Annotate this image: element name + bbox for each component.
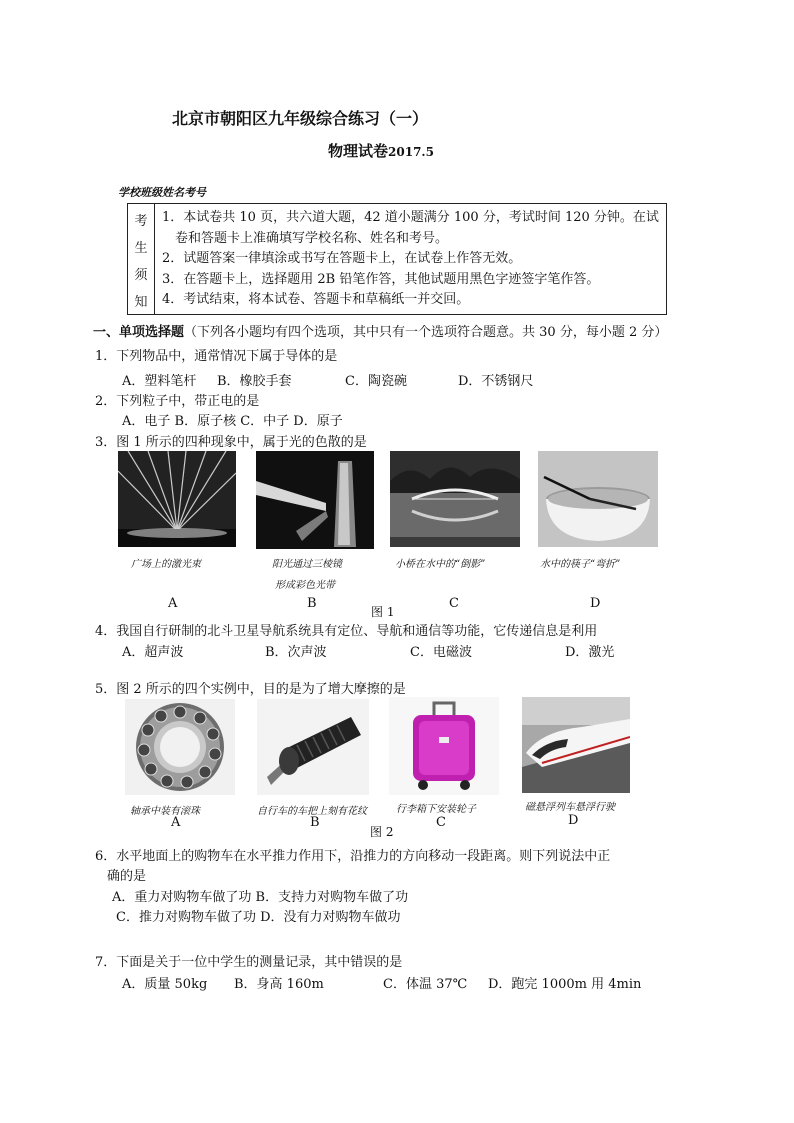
notice-side-char: 生 <box>134 241 148 256</box>
figure-1-label: 图 1 <box>371 605 395 619</box>
notice-side-char: 考 <box>134 214 148 229</box>
notice-item: 2．试题答案一律填涂或书写在答题卡上，在试卷上作答无效。 <box>162 251 522 266</box>
q6-options-ab: A．重力对购物车做了功 B．支持力对购物车做了功 <box>112 890 409 905</box>
figure-bridge-reflection <box>390 451 520 547</box>
notice-body <box>162 208 662 311</box>
figure-handlebar <box>257 699 369 795</box>
fig2-caption-d: 磁悬浮列车悬浮行驶 <box>525 802 615 813</box>
notice-side-char: 知 <box>134 295 148 310</box>
chopsticks-bowl-image <box>538 451 658 547</box>
q4-option-a: A．超声波 <box>122 645 184 660</box>
question-2-stem: 2．下列粒子中，带正电的是 <box>95 394 260 409</box>
q1-option-a: A．塑料笔杆 <box>122 374 197 389</box>
fig1-caption-b-line1: 阳光通过三棱镜 <box>272 559 342 570</box>
subject-label: 物理试卷 <box>328 142 389 160</box>
fig1-caption-c: 小桥在水中的“倒影” <box>395 559 486 570</box>
fig1-letter-d: D <box>590 596 601 611</box>
bridge-reflection-image <box>390 451 520 547</box>
section-title: 一、单项选择题 <box>93 325 185 340</box>
figure-chopsticks-bowl <box>538 451 658 547</box>
laser-beams-image <box>118 451 236 547</box>
notice-item: 4．考试结束，将本试卷、答题卡和草稿纸一并交回。 <box>162 292 470 307</box>
q6-options-cd: C．推力对购物车做了功 D．没有力对购物车做功 <box>116 910 401 925</box>
fig2-caption-c: 行李箱下安装轮子 <box>396 804 476 815</box>
q7-option-d: D．跑完 1000m 用 4min <box>488 977 642 992</box>
q1-option-d: D．不锈钢尺 <box>458 374 534 389</box>
notice-side-char: 须 <box>134 268 148 283</box>
q1-option-b: B．橡胶手套 <box>217 374 292 389</box>
question-4-stem: 4．我国自行研制的北斗卫星导航系统具有定位、导航和通信等功能，它传递信息是利用 <box>95 624 598 639</box>
q1-option-c: C．陶瓷碗 <box>345 374 407 389</box>
question-6-stem-line1: 6．水平地面上的购物车在水平推力作用下，沿推力的方向移动一段距离。则下列说法中正 <box>95 849 611 864</box>
question-5-stem: 5．图 2 所示的四个实例中，目的是为了增大摩擦的是 <box>95 682 406 697</box>
figure-maglev-train <box>522 697 630 793</box>
fig1-caption-b-line2: 形成彩色光带 <box>275 580 335 591</box>
school-info-line: 学校班级姓名考号 <box>118 186 206 199</box>
exam-subtitle <box>328 140 434 161</box>
section-heading <box>93 321 667 340</box>
notice-box <box>127 203 667 315</box>
q7-option-c: C．体温 37℃ <box>383 977 468 992</box>
section-note: （下列各小题均有四个选项，其中只有一个选项符合题意。共 30 分，每小题 2 分） <box>184 325 668 340</box>
fig1-letter-a: A <box>168 596 178 611</box>
figure-prism <box>256 451 374 549</box>
fig2-letter-a: A <box>171 815 181 830</box>
notice-item: 3．在答题卡上，选择题用 2B 铅笔作答，其他试题用黑色字迹签字笔作答。 <box>162 271 600 287</box>
notice-item: 1．本试卷共 10 页，共六道大题，42 道小题满分 100 分，考试时间 120 分钟。在试卷和答题卡上准确填写学校名称、姓名和考号。 <box>162 210 659 246</box>
figure-2-label: 图 2 <box>370 825 394 839</box>
ball-bearing-image <box>125 699 235 795</box>
figure-laser-beams <box>118 451 236 547</box>
exam-title: 北京市朝阳区九年级综合练习（一） <box>172 109 429 128</box>
prism-image <box>256 451 374 549</box>
suitcase-image <box>389 697 499 795</box>
q4-option-d: D．激光 <box>565 645 615 660</box>
exam-year: 2017.5 <box>388 145 434 159</box>
q4-option-c: C．电磁波 <box>410 645 472 660</box>
q7-option-a: A．质量 50kg <box>122 977 208 992</box>
q2-options: A．电子 B．原子核 C．中子 D．原子 <box>122 414 343 429</box>
fig2-caption-b: 自行车的车把上刻有花纹 <box>257 806 367 817</box>
figure-ball-bearing <box>125 699 235 795</box>
fig1-caption-d: 水中的筷子“弯折” <box>540 559 621 570</box>
fig2-caption-a: 轴承中装有滚珠 <box>130 806 200 817</box>
figure-suitcase <box>389 697 499 795</box>
question-6-stem-line2: 确的是 <box>107 869 147 884</box>
notice-side-column <box>128 204 155 314</box>
fig1-letter-b: B <box>307 596 317 611</box>
fig1-letter-c: C <box>449 596 459 611</box>
question-3-stem: 3．图 1 所示的四种现象中，属于光的色散的是 <box>95 435 367 450</box>
handlebar-image <box>257 699 369 795</box>
fig2-letter-d: D <box>568 813 579 828</box>
q4-option-b: B．次声波 <box>265 645 327 660</box>
maglev-train-image <box>522 697 630 793</box>
question-7-stem: 7．下面是关于一位中学生的测量记录，其中错误的是 <box>95 955 403 970</box>
fig2-letter-b: B <box>310 815 320 830</box>
fig2-letter-c: C <box>436 815 446 830</box>
fig1-caption-a: 广场上的激光束 <box>131 559 201 570</box>
question-1-stem: 1．下列物品中，通常情况下属于导体的是 <box>95 349 338 364</box>
q7-option-b: B．身高 160m <box>234 977 324 992</box>
